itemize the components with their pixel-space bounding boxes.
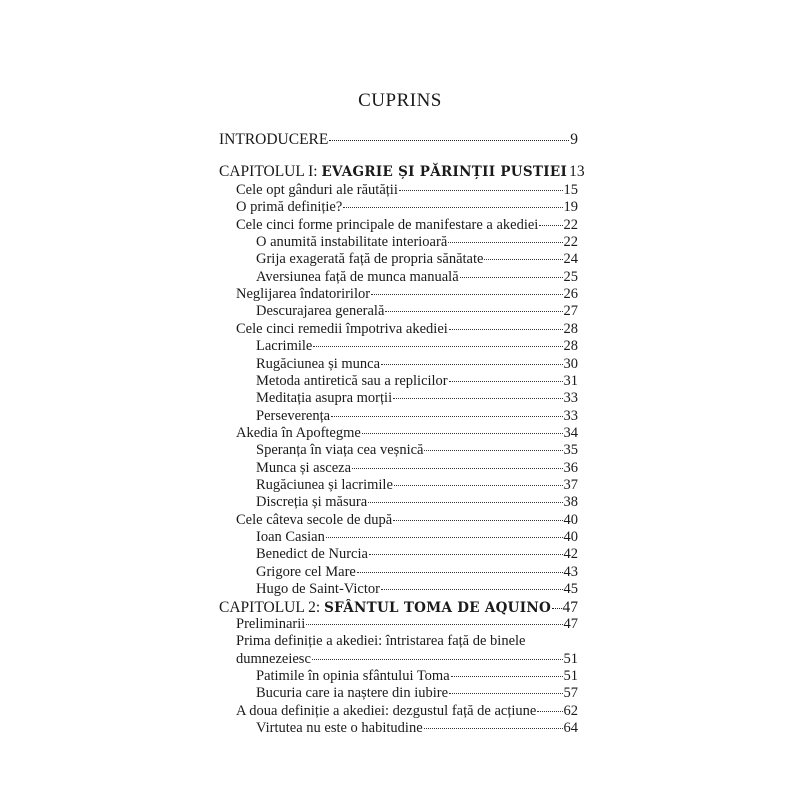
toc-page-number: 43 xyxy=(563,563,578,580)
toc-entry-label xyxy=(219,599,551,617)
leader-dots xyxy=(371,294,562,295)
toc-entry-label: Preliminarii xyxy=(236,616,306,632)
toc-entry[interactable] xyxy=(256,356,578,373)
leader-dots xyxy=(449,381,563,382)
toc-entry-label: Virtutea nu este o habitudine xyxy=(256,719,423,736)
toc-entry[interactable] xyxy=(256,442,578,459)
toc-entry-label: A doua definiție a akediei: dezgustul față de acțiune xyxy=(236,702,537,719)
toc-page-number: 27 xyxy=(563,303,578,320)
leader-dots xyxy=(424,728,563,729)
toc-page-number: 36 xyxy=(563,459,578,476)
leader-dots xyxy=(537,711,562,712)
toc-page-number: 33 xyxy=(563,390,578,407)
toc-page-number: 64 xyxy=(563,719,578,736)
toc-entry-label: Lacrimile xyxy=(256,338,313,355)
toc-entry-label: Hugo de Saint-Victor xyxy=(256,581,380,598)
leader-dots xyxy=(369,554,563,555)
toc-entry-label: Grigore cel Mare xyxy=(256,563,356,580)
toc-entry-chapter-1[interactable] xyxy=(219,163,585,181)
toc-entry[interactable] xyxy=(256,269,578,286)
leader-dots xyxy=(368,502,562,503)
leader-dots xyxy=(343,207,562,208)
toc-entry-label: Neglijarea îndatoririlor xyxy=(236,286,371,303)
toc-entry[interactable] xyxy=(236,651,578,668)
toc-page-number: 30 xyxy=(563,355,578,372)
toc-entry-introducere[interactable] xyxy=(219,131,578,148)
leader-dots xyxy=(399,190,563,191)
toc-entry-label: Metoda antiretică sau a replicilor xyxy=(256,372,448,389)
chapter-title: EVAGRIE ȘI PĂRINȚII PUSTIEI xyxy=(321,164,568,180)
toc-entry[interactable] xyxy=(256,373,578,390)
leader-dots xyxy=(385,311,562,312)
leader-dots xyxy=(424,450,562,451)
toc-entry[interactable] xyxy=(256,303,578,320)
toc-page-number: 62 xyxy=(563,702,578,719)
leader-dots xyxy=(393,398,562,399)
toc-entry-label xyxy=(219,163,567,181)
toc-entry-label: Rugăciunea și lacrimile xyxy=(256,476,393,493)
toc-page-number: 15 xyxy=(563,182,578,198)
toc-entry[interactable] xyxy=(256,477,578,494)
toc-entry[interactable] xyxy=(236,321,578,338)
toc-entry[interactable] xyxy=(256,338,578,355)
toc-entry[interactable] xyxy=(236,199,578,216)
toc-entry-label: Discreția și măsura xyxy=(256,494,368,511)
chapter-title: SFÂNTUL TOMA DE AQUINO xyxy=(324,600,552,616)
toc-page-number: 9 xyxy=(570,131,578,148)
toc-page-number: 26 xyxy=(563,286,578,303)
toc-entry-label: Perseverența xyxy=(256,407,331,424)
toc-entry[interactable] xyxy=(256,668,578,685)
toc-entry[interactable] xyxy=(256,234,578,251)
leader-dots xyxy=(362,433,563,434)
toc-page-number: 24 xyxy=(563,251,578,268)
toc-entry[interactable] xyxy=(256,564,578,581)
toc-entry[interactable] xyxy=(236,217,578,234)
toc-entry-label: Descurajarea generală xyxy=(256,303,385,320)
leader-dots xyxy=(326,537,563,538)
toc-page-number: 51 xyxy=(563,650,578,667)
toc-page-number: 40 xyxy=(563,511,578,528)
toc-entry-label: O primă definiție? xyxy=(236,199,343,216)
leader-dots xyxy=(312,659,563,660)
toc-entry[interactable] xyxy=(256,408,578,425)
leader-dots xyxy=(393,520,562,521)
toc-entry[interactable] xyxy=(236,616,578,633)
toc-entry[interactable] xyxy=(236,703,578,720)
chapter-prefix: CAPITOLUL I: xyxy=(219,163,322,180)
toc-entry[interactable] xyxy=(256,460,578,477)
toc-page-number: 22 xyxy=(563,234,578,251)
leader-dots xyxy=(448,242,562,243)
toc-entry-label: Meditația asupra morții xyxy=(256,390,393,407)
toc-page-number: 47 xyxy=(563,616,578,632)
leader-dots xyxy=(449,329,563,330)
toc-entry-label: Cele câteva secole de după xyxy=(236,511,393,528)
toc-entry[interactable] xyxy=(256,685,578,702)
toc-entry[interactable] xyxy=(236,286,578,303)
toc-page-number: 45 xyxy=(563,581,578,598)
page-title: CUPRINS xyxy=(358,90,442,111)
leader-dots xyxy=(460,277,563,278)
toc-page-number: 34 xyxy=(563,424,578,441)
toc-entry-label: INTRODUCERE xyxy=(219,131,329,148)
toc-page-number: 42 xyxy=(563,546,578,563)
toc-entry[interactable] xyxy=(236,633,578,650)
toc-entry-label: Benedict de Nurcia xyxy=(256,546,368,563)
toc-page-number: 40 xyxy=(563,529,578,545)
toc-entry[interactable] xyxy=(236,425,578,442)
toc-page-number: 37 xyxy=(563,476,578,493)
leader-dots xyxy=(306,624,562,625)
leader-dots xyxy=(352,468,562,469)
toc-entry[interactable] xyxy=(256,720,578,737)
leader-dots xyxy=(329,140,569,141)
toc-entry[interactable] xyxy=(256,529,578,546)
toc-page-number: 28 xyxy=(563,338,578,355)
chapter-prefix: CAPITOLUL 2: xyxy=(219,599,325,616)
toc-page-number: 47 xyxy=(562,599,578,616)
toc-entry-label: Aversiunea față de munca manuală xyxy=(256,268,459,285)
toc-entry-label: O anumită instabilitate interioară xyxy=(256,234,448,251)
toc-page-number: 28 xyxy=(563,320,578,337)
toc-entry[interactable] xyxy=(256,251,578,268)
leader-dots xyxy=(449,693,562,694)
toc-page-number: 38 xyxy=(563,494,578,511)
toc-entry-label: Prima definiție a akediei: întristarea față de binele xyxy=(236,633,526,650)
toc-entry-label: dumnezeiesc xyxy=(236,650,311,667)
toc-entry-label: Cele cinci forme principale de manifestare a akediei xyxy=(236,216,539,233)
leader-dots xyxy=(313,346,562,347)
toc-entry-label: Rugăciunea și munca xyxy=(256,355,381,372)
toc-entry[interactable] xyxy=(256,494,578,511)
toc-page-number: 19 xyxy=(563,199,578,216)
toc-entry-label: Akedia în Apoftegme xyxy=(236,424,361,441)
toc-page-number: 13 xyxy=(569,163,585,180)
leader-dots xyxy=(357,572,563,573)
toc-entry-label: Munca și asceza xyxy=(256,459,352,476)
leader-dots xyxy=(381,364,562,365)
leader-dots xyxy=(552,608,561,609)
toc-entry-label: Grija exagerată față de propria sănătate xyxy=(256,251,484,268)
leader-dots xyxy=(539,225,562,226)
toc-entry[interactable] xyxy=(256,390,578,407)
leader-dots xyxy=(451,676,563,677)
toc-entry[interactable] xyxy=(236,182,578,199)
toc-page-number: 35 xyxy=(563,442,578,459)
toc-page-number: 25 xyxy=(563,268,578,285)
toc-entry-label: Ioan Casian xyxy=(256,529,325,545)
toc-page-number: 33 xyxy=(563,407,578,424)
leader-dots xyxy=(394,485,563,486)
toc-page-number: 57 xyxy=(563,685,578,702)
toc-entry[interactable] xyxy=(236,512,578,529)
toc-entry-label: Cele cinci remedii împotriva akediei xyxy=(236,320,448,337)
leader-dots xyxy=(381,589,563,590)
toc-entry-label: Bucuria care ia naștere din iubire xyxy=(256,685,449,702)
toc-page-number: 22 xyxy=(563,216,578,233)
toc-entry-label: Patimile în opinia sfântului Toma xyxy=(256,667,450,684)
toc-entry-label: Cele opt gânduri ale răutății xyxy=(236,182,398,198)
leader-dots xyxy=(331,416,562,417)
toc-entry[interactable] xyxy=(256,546,578,563)
toc-page-number: 51 xyxy=(563,667,578,684)
toc-entry[interactable] xyxy=(256,581,578,598)
toc-entry-label: Speranța în viața cea veșnică xyxy=(256,442,424,459)
toc-entry-chapter-2[interactable] xyxy=(219,599,578,617)
leader-dots xyxy=(484,259,562,260)
toc-page-number: 31 xyxy=(563,372,578,389)
